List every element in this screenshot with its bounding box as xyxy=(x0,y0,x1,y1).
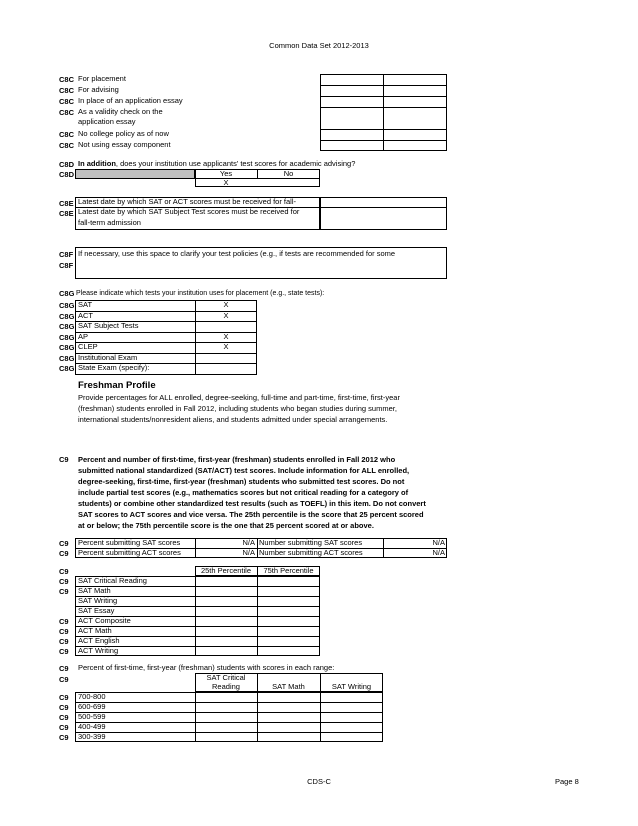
c8d-code: C8D xyxy=(59,160,75,169)
c9-pct-row-label: ACT Composite xyxy=(78,616,131,625)
c9-range-row-label: 700-800 xyxy=(78,692,106,701)
c9-code: C9 xyxy=(59,627,69,636)
c8c-grid-line xyxy=(320,85,447,86)
c8g-test-label: ACT xyxy=(78,310,93,320)
c8g-intro: Please indicate which tests your institution uses for placement (e.g., state tests): xyxy=(76,290,325,297)
c8c-option-label: For advising xyxy=(78,85,119,94)
c9-range-row-label: 500-599 xyxy=(78,712,106,721)
c8g-code: C8G xyxy=(59,364,75,373)
c8g-code: C8G xyxy=(59,332,75,342)
c8g-test-checkbox[interactable]: X xyxy=(223,331,229,341)
c9-range-math-input[interactable] xyxy=(258,692,319,702)
c9-submit-left-value[interactable]: N/A xyxy=(242,548,255,557)
c9-pct-col-75: 75th Percentile xyxy=(263,566,314,575)
c9-range-math-input[interactable] xyxy=(258,722,319,732)
c8c-grid-line xyxy=(320,107,447,108)
c8c-option-label: Not using essay component xyxy=(78,140,171,149)
c8e-code: C8E xyxy=(59,199,74,208)
c9-range-intro: Percent of first-time, first-year (freshman) students with scores in each range: xyxy=(78,663,335,672)
c9-intro-line: include partial test scores (e.g., mathematics scores but not critical reading for a category of xyxy=(78,488,409,497)
footer-page: Page 8 xyxy=(555,777,579,786)
c8g-code: C8G xyxy=(59,301,75,310)
c9-range-cr-input[interactable] xyxy=(196,722,256,732)
freshman-profile-line: (freshman) students enrolled in Fall 2012, including students who began studies during summer, xyxy=(78,404,397,413)
c9-range-col-cr-a: SAT Critical xyxy=(206,673,246,682)
c9-intro-line: degree-seeking, first-time, first-year (freshman) students who submitted test scores. Do not xyxy=(78,477,405,486)
c9-code: C9 xyxy=(59,675,69,684)
c8g-code: C8G xyxy=(59,289,75,298)
c8g-test-label: AP xyxy=(78,331,89,341)
c9-submit-left-label: Percent submitting SAT scores xyxy=(78,538,181,547)
c8g-test-checkbox[interactable]: X xyxy=(223,342,229,351)
c9-pct-75-input[interactable] xyxy=(258,596,319,606)
c9-intro-line: at or below; the 75th percentile score is the one that 25 percent scored at or above. xyxy=(78,521,374,530)
c9-pct-75-input[interactable] xyxy=(258,646,319,656)
c9-intro-line: students) or combine other standardized test results (such as TOEFL) in this item. Do not convert xyxy=(78,499,426,508)
c8e-date-input[interactable] xyxy=(320,197,447,230)
c9-submit-right-value[interactable]: N/A xyxy=(432,538,445,547)
c8c-option-label: As a validity check on the xyxy=(78,107,163,116)
c8d-question-bold: In addition xyxy=(78,159,116,168)
c9-range-col-math: SAT Math xyxy=(272,682,305,691)
c9-pct-row-label: SAT Critical Reading xyxy=(78,576,147,585)
c8g-test-label: SAT xyxy=(78,300,93,309)
c9-range-writing-input[interactable] xyxy=(321,692,382,702)
c9-pct-75-input[interactable] xyxy=(258,586,319,596)
c9-pct-25-input[interactable] xyxy=(196,626,256,636)
c8g-test-label: State Exam (specify): xyxy=(78,363,150,372)
c8c-code: C8C xyxy=(59,86,75,95)
c9-pct-75-input[interactable] xyxy=(258,606,319,616)
c8e-line3: fall-term admission xyxy=(78,218,141,227)
c9-code: C9 xyxy=(59,713,69,722)
c9-code: C9 xyxy=(59,577,69,586)
c9-code: C9 xyxy=(59,637,69,646)
c9-submit-left-label: Percent submitting ACT scores xyxy=(78,548,181,557)
c9-submission-divider xyxy=(257,538,258,558)
c9-submit-left-value[interactable]: N/A xyxy=(242,538,255,547)
c8d-question xyxy=(78,159,355,169)
c8g-test-checkbox[interactable]: X xyxy=(223,300,229,309)
c9-range-cr-input[interactable] xyxy=(196,712,256,722)
c8d-code: C8D xyxy=(59,170,75,179)
c9-pct-75-input[interactable] xyxy=(258,616,319,626)
c8c-option-label: application essay xyxy=(78,117,136,126)
c9-pct-row-label: ACT Math xyxy=(78,626,112,635)
c8g-code: C8G xyxy=(59,322,75,331)
c9-pct-25-input[interactable] xyxy=(196,636,256,646)
c9-code: C9 xyxy=(59,455,69,464)
c8e-code: C8E xyxy=(59,209,74,218)
c9-code: C9 xyxy=(59,549,69,558)
c8e-date-line xyxy=(320,207,447,208)
c9-pct-75-input[interactable] xyxy=(258,636,319,646)
c9-pct-row-label: SAT Math xyxy=(78,586,111,595)
c8e-line2: Latest date by which SAT Subject Test scores must be received for xyxy=(78,207,300,216)
c9-range-cr-input[interactable] xyxy=(196,692,256,702)
c9-pct-row-label: ACT Writing xyxy=(78,646,119,655)
c9-code: C9 xyxy=(59,703,69,712)
c9-pct-75-input[interactable] xyxy=(258,626,319,636)
c9-code: C9 xyxy=(59,693,69,702)
freshman-profile-title: Freshman Profile xyxy=(78,380,156,391)
c8c-grid-line xyxy=(320,140,447,141)
c8c-code: C8C xyxy=(59,141,75,150)
c9-range-row-label: 600-699 xyxy=(78,702,106,711)
c9-range-writing-input[interactable] xyxy=(321,712,382,722)
c9-pct-25-input[interactable] xyxy=(196,646,256,656)
c8g-test-label: CLEP xyxy=(78,342,98,351)
c9-range-row-label: 400-499 xyxy=(78,722,106,731)
c9-range-col-writing: SAT Writing xyxy=(331,682,372,691)
c8f-text: If necessary, use this space to clarify your test policies (e.g., if tests are recommended for some xyxy=(78,249,396,258)
c9-range-cr-input[interactable] xyxy=(196,732,256,742)
c8e-line1: Latest date by which SAT or ACT scores must be received for fall- xyxy=(78,197,297,206)
c8c-grid-line xyxy=(320,129,447,130)
c9-pct-row-label: ACT English xyxy=(78,636,120,645)
c9-code: C9 xyxy=(59,567,69,576)
c8g-test-label: Institutional Exam xyxy=(78,352,138,362)
c9-pct-25-input[interactable] xyxy=(196,616,256,626)
c9-range-writing-input[interactable] xyxy=(321,722,382,732)
c8f-code: C8F xyxy=(59,250,74,259)
c9-pct-row-label: SAT Writing xyxy=(78,596,118,605)
c9-range-col-cr-b: Reading xyxy=(212,682,240,691)
c9-range-row-label: 300-399 xyxy=(78,732,106,741)
c8c-option-label: In place of an application essay xyxy=(78,96,183,105)
c8c-option-label: No college policy as of now xyxy=(78,129,169,138)
page-header-title: Common Data Set 2012-2013 xyxy=(269,41,369,50)
c9-intro-line: SAT scores to ACT scores and vice versa. The 25th percentile is the score that 25 percent scored xyxy=(78,510,424,519)
c8d-yes-label: Yes xyxy=(219,169,233,178)
c9-submit-right-label: Number submitting ACT scores xyxy=(259,548,363,557)
c8d-question-rest: , does your institution use applicants' test scores for academic advising? xyxy=(115,159,356,168)
freshman-profile-line: Provide percentages for ALL enrolled, degree-seeking, full-time and part-time, first-time, first-year xyxy=(78,393,400,402)
c8g-test-label: SAT Subject Tests xyxy=(78,321,139,330)
c9-pct-25-input[interactable] xyxy=(196,586,256,596)
freshman-profile-line: international students/nonresident aliens, and students admitted under special arrangements. xyxy=(78,415,388,424)
footer-center: CDS-C xyxy=(307,777,331,786)
c8g-code: C8G xyxy=(59,343,75,352)
c9-code: C9 xyxy=(59,733,69,742)
c9-range-cr-input[interactable] xyxy=(196,702,256,712)
c9-range-math-input[interactable] xyxy=(258,702,319,712)
c9-range-math-input[interactable] xyxy=(258,712,319,722)
c8c-code: C8C xyxy=(59,130,75,139)
c9-code: C9 xyxy=(59,723,69,732)
c8c-option-label: For placement xyxy=(78,74,126,83)
c8c-grid-line xyxy=(320,96,447,97)
c8g-code: C8G xyxy=(59,311,75,321)
c8d-grey-bar xyxy=(75,169,195,179)
c9-code: C9 xyxy=(59,539,69,548)
c8d-yes-checkbox[interactable]: X xyxy=(223,178,229,187)
c9-pct-25-input[interactable] xyxy=(196,606,256,616)
c9-pct-row-label: SAT Essay xyxy=(78,606,115,615)
c9-pct-75-input[interactable] xyxy=(258,576,319,586)
c8c-code: C8C xyxy=(59,108,75,117)
c9-code: C9 xyxy=(59,587,69,596)
c8c-code: C8C xyxy=(59,97,75,106)
c9-intro-line: submitted national standardized (SAT/ACT) test scores. Include information for ALL enrolled, xyxy=(78,466,410,475)
c9-intro-line: Percent and number of first-time, first-year (freshman) students enrolled in Fall 2012 who xyxy=(78,455,396,464)
c8f-code: C8F xyxy=(59,261,74,270)
c9-code: C9 xyxy=(59,664,69,673)
c9-pct-25-input[interactable] xyxy=(196,596,256,606)
c9-submit-right-value[interactable]: N/A xyxy=(432,548,445,557)
c9-range-writing-input[interactable] xyxy=(321,732,382,742)
c9-range-writing-input[interactable] xyxy=(321,702,382,712)
c9-code: C9 xyxy=(59,647,69,656)
c8c-code: C8C xyxy=(59,75,75,84)
c8d-no-label: No xyxy=(283,169,294,178)
c9-pct-25-input[interactable] xyxy=(196,576,256,586)
c9-code: C9 xyxy=(59,617,69,626)
c9-pct-col-25: 25th Percentile xyxy=(200,566,252,575)
c8g-code: C8G xyxy=(59,353,75,363)
c9-submit-right-label: Number submitting SAT scores xyxy=(259,538,363,547)
c8g-test-checkbox[interactable]: X xyxy=(223,310,229,320)
c9-range-math-input[interactable] xyxy=(258,732,319,742)
